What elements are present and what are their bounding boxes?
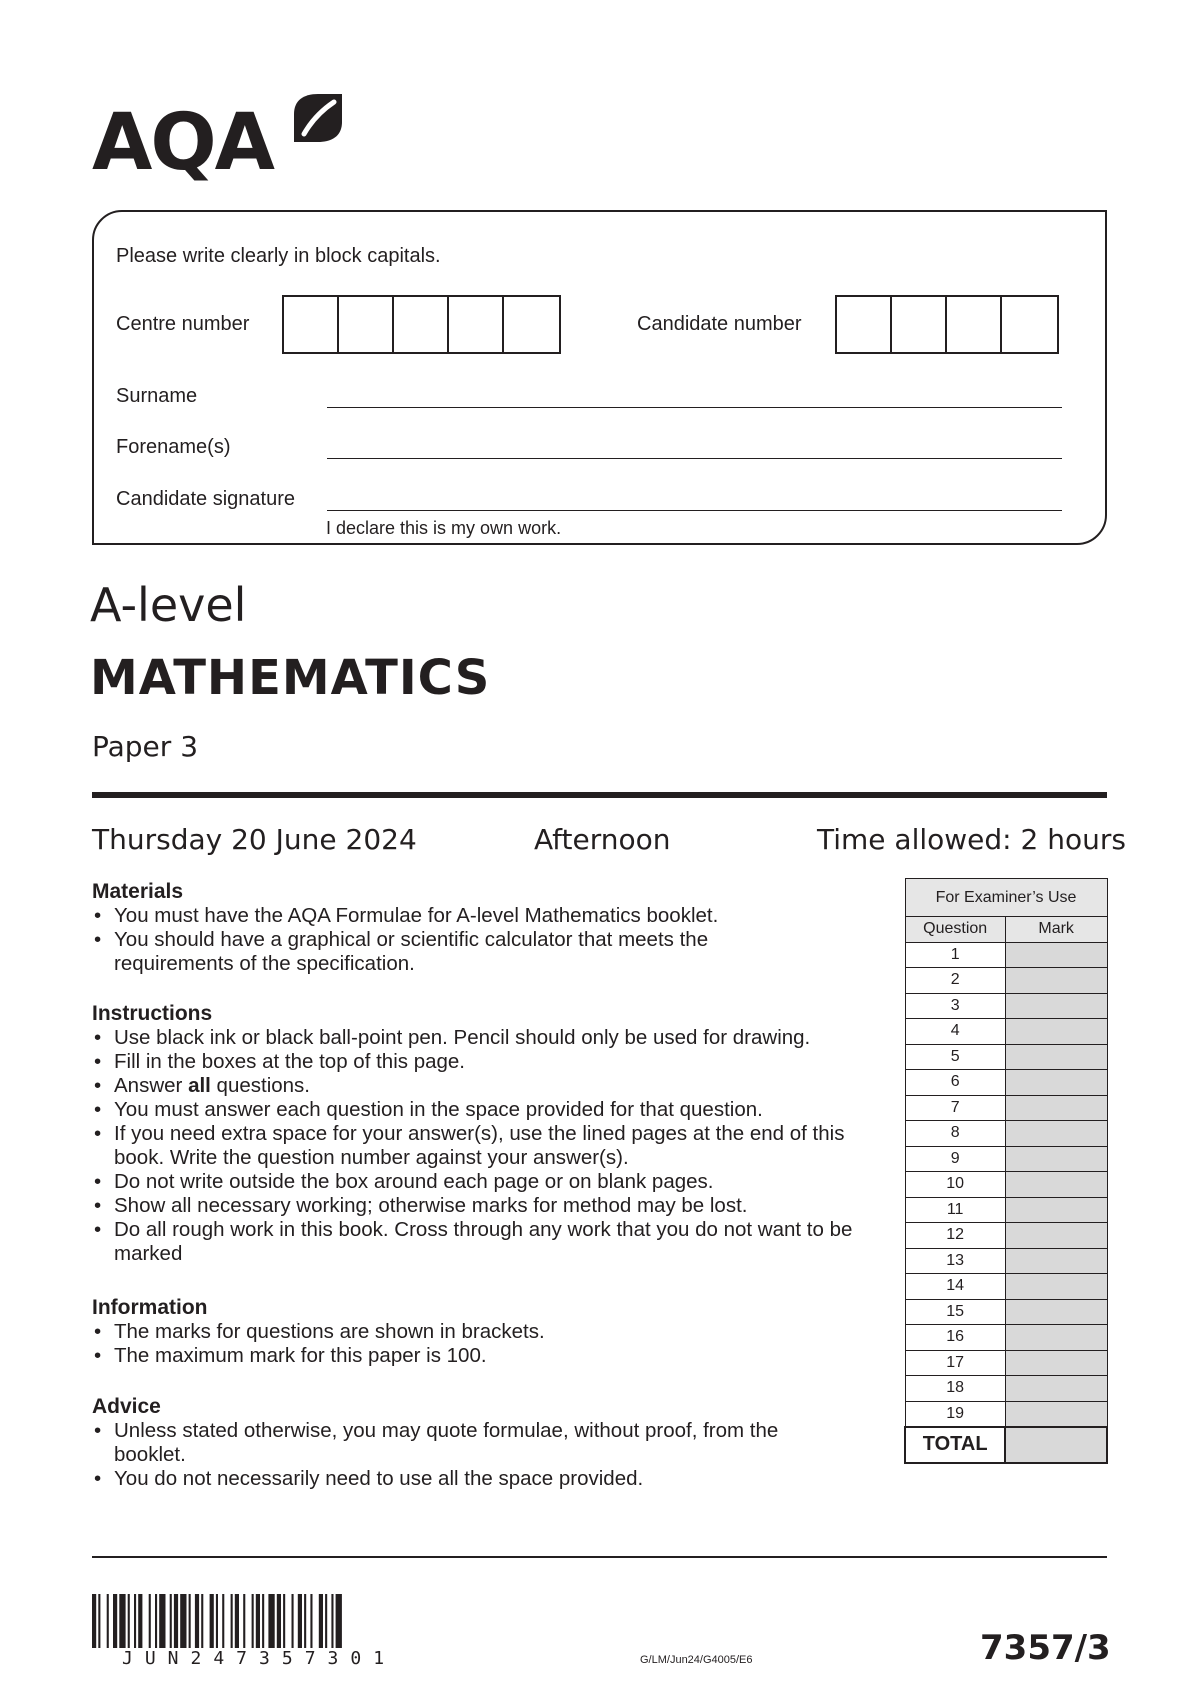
answer-emphasis: all <box>188 1074 211 1097</box>
barcode-bar <box>298 1594 302 1648</box>
information-section <box>92 1296 892 1368</box>
time-allowed: Time allowed: 2 hours <box>817 823 1126 856</box>
surname-line[interactable] <box>327 407 1062 408</box>
examiner-row <box>905 1248 1107 1274</box>
barcode-bar <box>268 1594 274 1648</box>
answer-suffix: questions. <box>210 1074 311 1097</box>
materials-item: • You must have the AQA Formulae for A-level Mathematics booklet. <box>92 904 892 928</box>
question-number: 15 <box>905 1299 1005 1325</box>
barcode-bar <box>149 1594 151 1648</box>
instructions-item: • You must answer each question in the space provided for that question. <box>92 1098 892 1122</box>
materials-section <box>92 880 892 976</box>
mark-cell[interactable] <box>1005 1299 1107 1325</box>
centre-number-digit[interactable] <box>339 297 394 352</box>
mark-cell[interactable] <box>1005 968 1107 994</box>
barcode-bar <box>231 1594 233 1648</box>
instructions-item: • Show all necessary working; otherwise marks for method may be lost. <box>92 1194 892 1218</box>
examiner-row <box>905 1299 1107 1325</box>
question-number: 2 <box>905 968 1005 994</box>
mark-cell[interactable] <box>1005 1248 1107 1274</box>
paper-number: Paper 3 <box>92 730 199 763</box>
candidate-details-box <box>92 210 1107 545</box>
barcode-bar <box>92 1594 96 1648</box>
title-divider <box>92 792 1107 798</box>
barcode-bar <box>98 1594 100 1648</box>
candidate-number-field[interactable] <box>835 295 1059 354</box>
barcode-bar <box>304 1594 306 1648</box>
answer-prefix: Answer <box>114 1074 189 1097</box>
mark-cell[interactable] <box>1005 1197 1107 1223</box>
barcode-bar <box>243 1594 245 1648</box>
barcode-bar <box>174 1594 178 1648</box>
barcode-bar <box>155 1594 157 1648</box>
barcode-bar <box>331 1594 333 1648</box>
barcode-bar <box>170 1594 172 1648</box>
block-capitals-instruction: Please write clearly in block capitals. <box>116 245 441 267</box>
qualification-level: A-level <box>90 578 247 632</box>
instructions-section <box>92 1002 892 1266</box>
examiner-table-title: For Examiner’s Use <box>905 879 1107 917</box>
centre-number-digit[interactable] <box>394 297 449 352</box>
question-number: 17 <box>905 1350 1005 1376</box>
question-number: 10 <box>905 1172 1005 1198</box>
instructions-item <box>92 1074 892 1098</box>
information-item: • The marks for questions are shown in brackets. <box>92 1320 892 1344</box>
signature-label: Candidate signature <box>116 488 296 510</box>
question-number: 16 <box>905 1325 1005 1351</box>
centre-number-label: Centre number <box>116 313 250 335</box>
mark-cell[interactable] <box>1005 1376 1107 1402</box>
mark-cell[interactable] <box>1005 1223 1107 1249</box>
candidate-number-digit[interactable] <box>947 297 1002 352</box>
question-number: 14 <box>905 1274 1005 1300</box>
barcode-bar <box>210 1594 214 1648</box>
mark-cell[interactable] <box>1005 1019 1107 1045</box>
question-number: 4 <box>905 1019 1005 1045</box>
advice-item: • Unless stated otherwise, you may quote formulae, without proof, from the booklet. <box>92 1419 822 1467</box>
footer-divider <box>92 1556 1107 1558</box>
question-number: 7 <box>905 1095 1005 1121</box>
barcode-bar <box>180 1594 186 1648</box>
mark-cell[interactable] <box>1005 942 1107 968</box>
barcode-bar <box>113 1594 117 1648</box>
barcode-bar <box>256 1594 260 1648</box>
examiner-row <box>905 942 1107 968</box>
surname-label: Surname <box>116 385 198 407</box>
information-heading: Information <box>92 1296 208 1319</box>
examiner-row <box>905 1121 1107 1147</box>
aqa-logo <box>92 88 352 188</box>
forename-line[interactable] <box>327 458 1062 459</box>
signature-line[interactable] <box>327 510 1062 511</box>
materials-heading: Materials <box>92 880 184 903</box>
barcode-bar <box>277 1594 281 1648</box>
candidate-number-label: Candidate number <box>637 313 802 335</box>
logo-text: AQA <box>92 98 274 188</box>
question-number: 9 <box>905 1146 1005 1172</box>
centre-number-digit[interactable] <box>284 297 339 352</box>
examiner-row <box>905 1019 1107 1045</box>
barcode-bar <box>252 1594 254 1648</box>
instructions-item: • Do all rough work in this book. Cross through any work that you do not want to be marked <box>92 1218 892 1266</box>
reference-code: G/LM/Jun24/G4005/E6 <box>640 1654 753 1666</box>
centre-number-field[interactable] <box>282 295 561 354</box>
mark-cell[interactable] <box>1005 1274 1107 1300</box>
mark-cell[interactable] <box>1005 1350 1107 1376</box>
candidate-number-digit[interactable] <box>837 297 892 352</box>
barcode-bar <box>325 1594 327 1648</box>
examiner-row <box>905 1325 1107 1351</box>
total-row <box>905 1427 1107 1463</box>
total-mark-cell[interactable] <box>1005 1427 1107 1463</box>
barcode-bar <box>262 1594 264 1648</box>
barcode-bar <box>189 1594 191 1648</box>
examiner-row <box>905 1350 1107 1376</box>
examiner-row <box>905 1197 1107 1223</box>
mark-cell[interactable] <box>1005 1172 1107 1198</box>
instructions-item: • Fill in the boxes at the top of this page. <box>92 1050 892 1074</box>
examiner-row <box>905 1044 1107 1070</box>
examiner-row <box>905 1095 1107 1121</box>
barcode-bar <box>235 1594 239 1648</box>
instructions-heading: Instructions <box>92 1002 213 1025</box>
barcode-bar <box>283 1594 285 1648</box>
advice-item: • You do not necessarily need to use all the space provided. <box>92 1467 822 1491</box>
barcode-bar <box>138 1594 142 1648</box>
barcode-bar <box>128 1594 130 1648</box>
examiner-row <box>905 993 1107 1019</box>
mark-cell[interactable] <box>1005 993 1107 1019</box>
examiner-row <box>905 1172 1107 1198</box>
question-column-header: Question <box>905 917 1005 943</box>
question-number: 3 <box>905 993 1005 1019</box>
barcode-bar <box>159 1594 165 1648</box>
question-number: 8 <box>905 1121 1005 1147</box>
barcode-bar <box>201 1594 203 1648</box>
paper-code: 7357/3 <box>980 1628 1111 1668</box>
mark-cell[interactable] <box>1005 1146 1107 1172</box>
question-number: 18 <box>905 1376 1005 1402</box>
barcode <box>92 1594 472 1648</box>
mark-cell[interactable] <box>1005 1401 1107 1427</box>
barcode-bar <box>107 1594 109 1648</box>
question-number: 6 <box>905 1070 1005 1096</box>
mark-cell[interactable] <box>1005 1044 1107 1070</box>
examiner-row <box>905 968 1107 994</box>
barcode-bar <box>134 1594 136 1648</box>
advice-section <box>92 1395 822 1491</box>
examiner-row <box>905 1223 1107 1249</box>
question-number: 12 <box>905 1223 1005 1249</box>
barcode-bar <box>292 1594 294 1648</box>
mark-column-header: Mark <box>1005 917 1107 943</box>
barcode-text: JUN247357301 <box>122 1648 397 1669</box>
barcode-bar <box>216 1594 218 1648</box>
centre-number-digit[interactable] <box>504 297 559 352</box>
leaf-icon <box>290 90 346 146</box>
examiner-row <box>905 1070 1107 1096</box>
question-number: 11 <box>905 1197 1005 1223</box>
instructions-item: • If you need extra space for your answer(s), use the lined pages at the end of this book. Write the question number against your answer(s). <box>92 1122 892 1170</box>
instructions-item: • Do not write outside the box around each page or on blank pages. <box>92 1170 892 1194</box>
barcode-bar <box>119 1594 125 1648</box>
centre-number-digit[interactable] <box>449 297 504 352</box>
question-number: 13 <box>905 1248 1005 1274</box>
examiner-row <box>905 1376 1107 1402</box>
barcode-bar <box>319 1594 323 1648</box>
instructions-item: • Use black ink or black ball-point pen. Pencil should only be used for drawing. <box>92 1026 892 1050</box>
candidate-number-digit[interactable] <box>892 297 947 352</box>
exam-date: Thursday 20 June 2024 <box>92 823 417 856</box>
advice-heading: Advice <box>92 1395 161 1418</box>
mark-cell[interactable] <box>1005 1325 1107 1351</box>
exam-session: Afternoon <box>534 823 671 856</box>
mark-cell[interactable] <box>1005 1095 1107 1121</box>
examiner-use-table <box>904 878 1108 1464</box>
mark-cell[interactable] <box>1005 1121 1107 1147</box>
total-label: TOTAL <box>905 1427 1005 1463</box>
question-number: 5 <box>905 1044 1005 1070</box>
barcode-bar <box>195 1594 199 1648</box>
examiner-row <box>905 1401 1107 1427</box>
materials-item: • You should have a graphical or scientific calculator that meets the requirements of the specification. <box>92 928 814 976</box>
barcode-bar <box>336 1594 342 1648</box>
question-number: 1 <box>905 942 1005 968</box>
barcode-bar <box>222 1594 224 1648</box>
candidate-number-digit[interactable] <box>1002 297 1057 352</box>
mark-cell[interactable] <box>1005 1070 1107 1096</box>
question-number: 19 <box>905 1401 1005 1427</box>
barcode-bar <box>310 1594 312 1648</box>
examiner-row <box>905 1274 1107 1300</box>
forename-label: Forename(s) <box>116 436 231 458</box>
declaration-text: I declare this is my own work. <box>326 518 562 538</box>
examiner-row <box>905 1146 1107 1172</box>
subject-title: MATHEMATICS <box>90 650 491 706</box>
information-item: • The maximum mark for this paper is 100. <box>92 1344 892 1368</box>
